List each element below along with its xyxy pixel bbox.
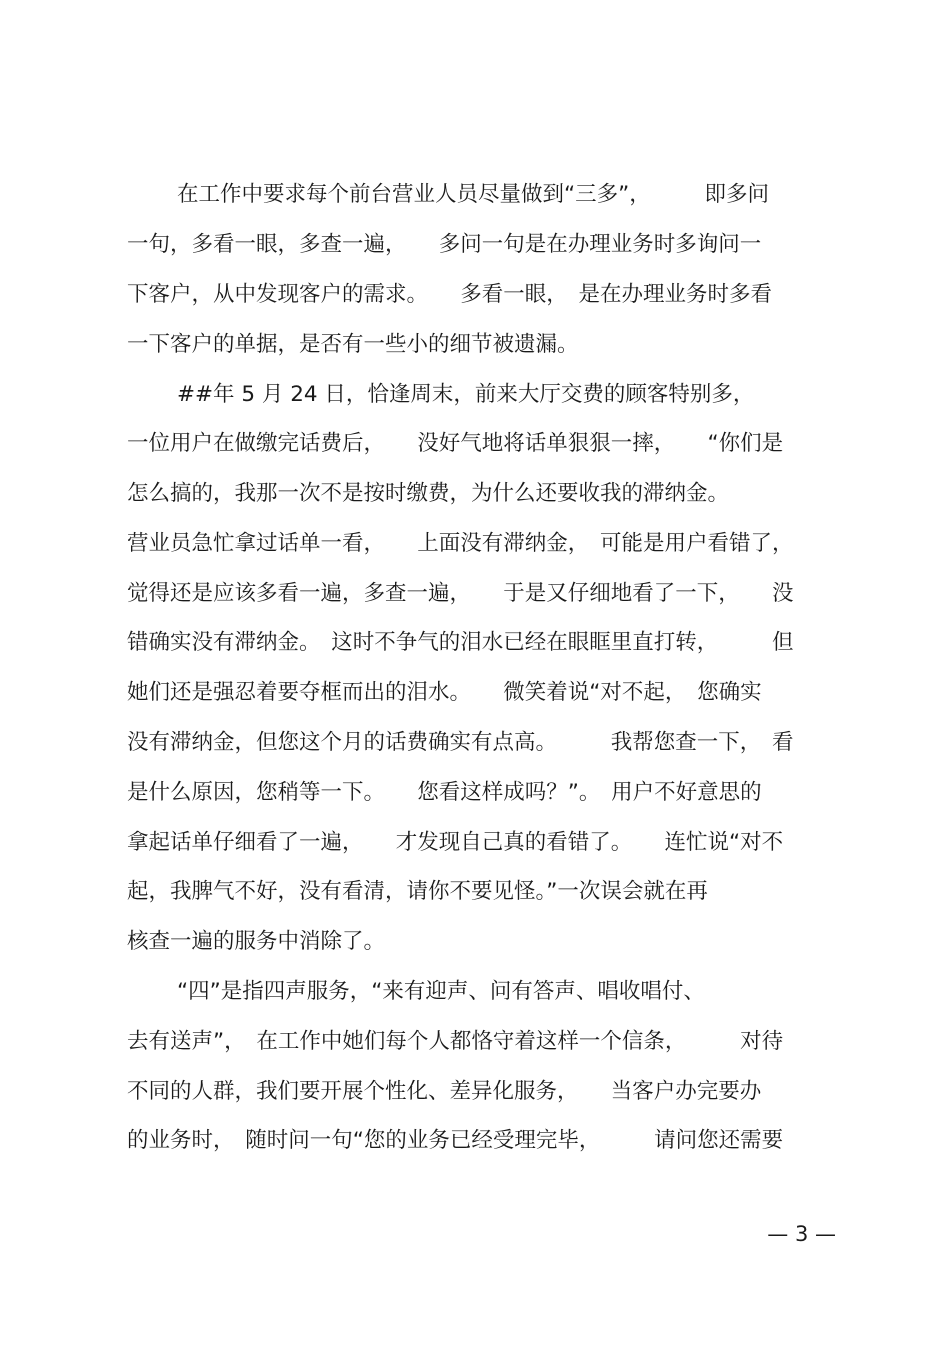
paragraph-line: 怎么搞的，我那一次不是按时缴费，为什么还要收我的滞纳金。	[127, 481, 730, 506]
paragraph-line: 一句，多看一眼，多查一遍， 多问一句是在办理业务时多询问一	[127, 232, 762, 257]
paragraph-line: 没有滞纳金，但您这个月的话费确实有点高。 我帮您查一下， 看	[127, 730, 794, 755]
paragraph-line: 一位用户在做缴完话费后， 没好气地将话单狠狠一摔， “你们是	[127, 431, 784, 456]
paragraph-line: 是什么原因，您稍等一下。 您看这样成吗？”。 用户不好意思的	[127, 780, 762, 805]
paragraph-line: 在工作中要求每个前台营业人员尽量做到“三多”， 即多问	[177, 182, 770, 207]
paragraph-line: “四”是指四声服务，“来有迎声、问有答声、唱收唱付、	[177, 979, 705, 1004]
paragraph-line: 去有送声”， 在工作中她们每个人都恪守着这样一个信条， 对待	[127, 1029, 784, 1054]
paragraph-line: 核查一遍的服务中消除了。	[127, 929, 386, 954]
paragraph-line: 起，我脾气不好，没有看清，请你不要见怪。”一次误会就在再	[127, 879, 708, 904]
paragraph-line: 的业务时， 随时问一句“您的业务已经受理完毕， 请问您还需要	[127, 1128, 784, 1153]
paragraph-line: 觉得还是应该多看一遍，多查一遍， 于是又仔细地看了一下， 没	[127, 581, 794, 606]
paragraph-line: ##年 5 月 24 日，恰逢周末，前来大厅交费的顾客特别多，	[177, 382, 755, 407]
paragraph-line: 营业员急忙拿过话单一看， 上面没有滞纳金， 可能是用户看错了，	[127, 531, 794, 556]
paragraph-line: 下客户，从中发现客户的需求。 多看一眼， 是在办理业务时多看	[127, 282, 773, 307]
page-number: — 3 —	[767, 1222, 836, 1246]
paragraph-line: 拿起话单仔细看了一遍， 才发现自己真的看错了。 连忙说“对不	[127, 830, 784, 855]
paragraph-line: 不同的人群，我们要开展个性化、差异化服务， 当客户办完要办	[127, 1079, 762, 1104]
paragraph-line: 错确实没有滞纳金。 这时不争气的泪水已经在眼眶里直打转， 但	[127, 630, 794, 655]
paragraph-line: 一下客户的单据，是否有一些小的细节被遗漏。	[127, 332, 579, 357]
paragraph-line: 她们还是强忍着要夺框而出的泪水。 微笑着说“对不起， 您确实	[127, 680, 762, 705]
